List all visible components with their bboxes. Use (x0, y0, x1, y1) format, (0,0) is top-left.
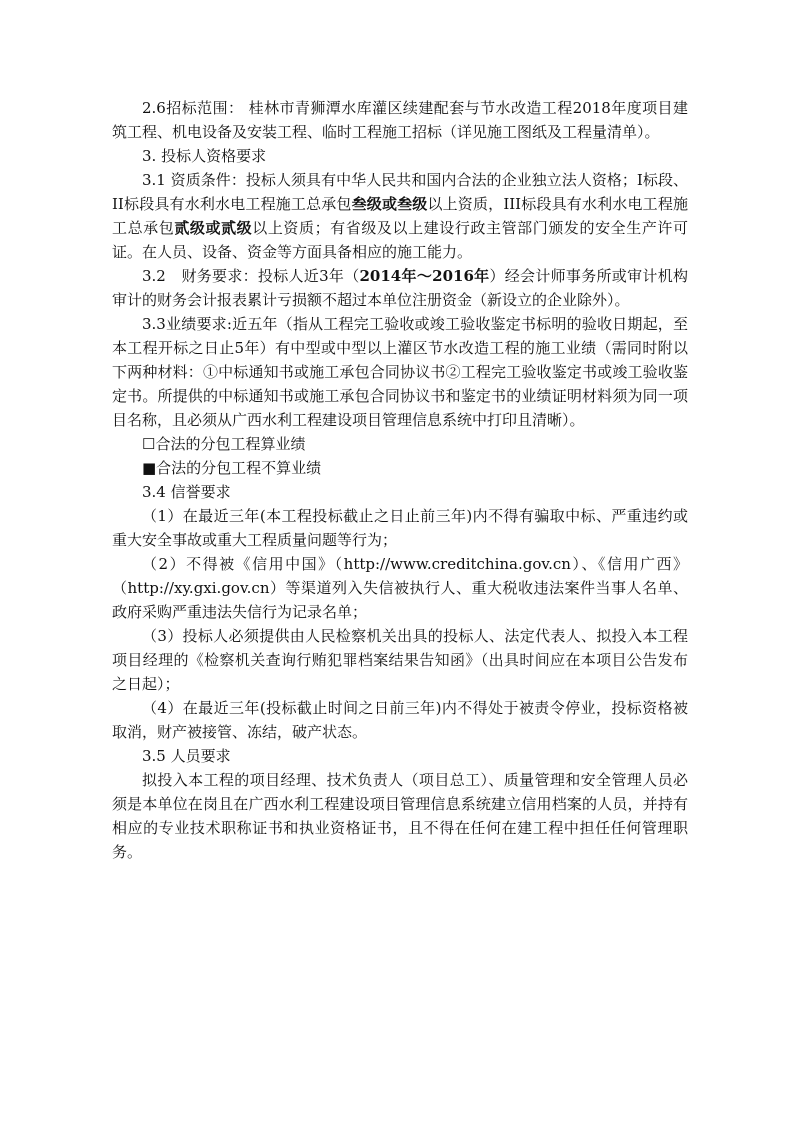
section-3-3-performance: 3.3业绩要求:近五年（指从工程完工验收或竣工验收鉴定书标明的验收日期起，至本工程开标之日止5年）有中型或中型以上灌区节水改造工程的施工业绩（需同时附以下两种材料：①中标通知书或施工承包合同协议书②工程完工验收鉴定书或竣工验收鉴定书。所提供的中标通知书或施工承包合同协议书和鉴定书的业绩证明材料须为同一项目名称，且必须从广西水利工程建设项目管理信息系统中打印且清晰）。 (112, 315, 688, 429)
text-run: 以上资质；有省级及以上建设行政主管部门颁发的安全生产许可证。在人员、设备、资金等方面具备相应的施工能力。 (112, 219, 688, 261)
section-3-4-heading: 3.4 信誉要求 (142, 483, 231, 501)
option-subcontract-not-counts: ■合法的分包工程不算业绩 (142, 459, 322, 477)
text-run: 3.1 资质条件：投标人须具有中华人民共和国内合法的企业独立法人资格；I标段、II标段具有水利水电工程施工总承包 (112, 171, 688, 213)
section-2-6-bidding-scope: 2.6招标范围： 桂林市青狮潭水库灌区续建配套与节水改造工程2018年度项目建筑工程、机电设备及安装工程、临时工程施工招标（详见施工图纸及工程量清单）。 (112, 99, 688, 141)
text-run: 3.2 财务要求：投标人近3年（ (142, 267, 360, 285)
credit-item-2: （2）不得被《信用中国》（http://www.creditchina.gov.cn）、《信用广西》（http://xy.gxi.gov.cn）等渠道列入失信被执行人、重大税收违法案件当事人名单、政府采购严重违法失信行为记录名单； (112, 555, 688, 621)
credit-item-1: （1）在最近三年(本工程投标截止之日止前三年)内不得有骗取中标、严重违约或重大安全事故或重大工程质量问题等行为； (112, 507, 688, 549)
bold-run: 贰级或贰级 (174, 219, 253, 237)
bold-run: 2014年～2016年 (359, 267, 490, 285)
text-run: 以上资质，III标段具有水利水电工程施工总承包 (112, 195, 688, 237)
option-subcontract-counts: ☐合法的分包工程算业绩 (142, 435, 306, 453)
credit-item-4: （4）在最近三年(投标截止时间之日前三年)内不得处于被责令停业，投标资格被取消，财产被接管、冻结，破产状态。 (112, 699, 688, 741)
section-3-2-finance (112, 264, 688, 312)
bold-run: 叁级或叁级 (351, 195, 428, 213)
text-run: ）经会计师事务所或审计机构审计的财务会计报表累计亏损额不超过本单位注册资金（新设立的企业除外）。 (112, 267, 688, 309)
staff-requirements: 拟投入本工程的项目经理、技术负责人（项目总工）、质量管理和安全管理人员必须是本单位在岗且在广西水利工程建设项目管理信息系统建立信用档案的人员，并持有相应的专业技术职称证书和执业资格证书，且不得在任何在建工程中担任任何管理职务。 (112, 771, 688, 861)
section-3-5-heading: 3.5 人员要求 (142, 747, 231, 765)
section-3-1-qualification (112, 168, 688, 264)
credit-item-3: （3）投标人必须提供由人民检察机关出具的投标人、法定代表人、拟投入本工程项目经理的《检察机关查询行贿犯罪档案结果告知函》（出具时间应在本项目公告发布之日起）； (112, 627, 688, 693)
document-body (112, 96, 688, 864)
section-3-heading: 3. 投标人资格要求 (142, 147, 267, 165)
